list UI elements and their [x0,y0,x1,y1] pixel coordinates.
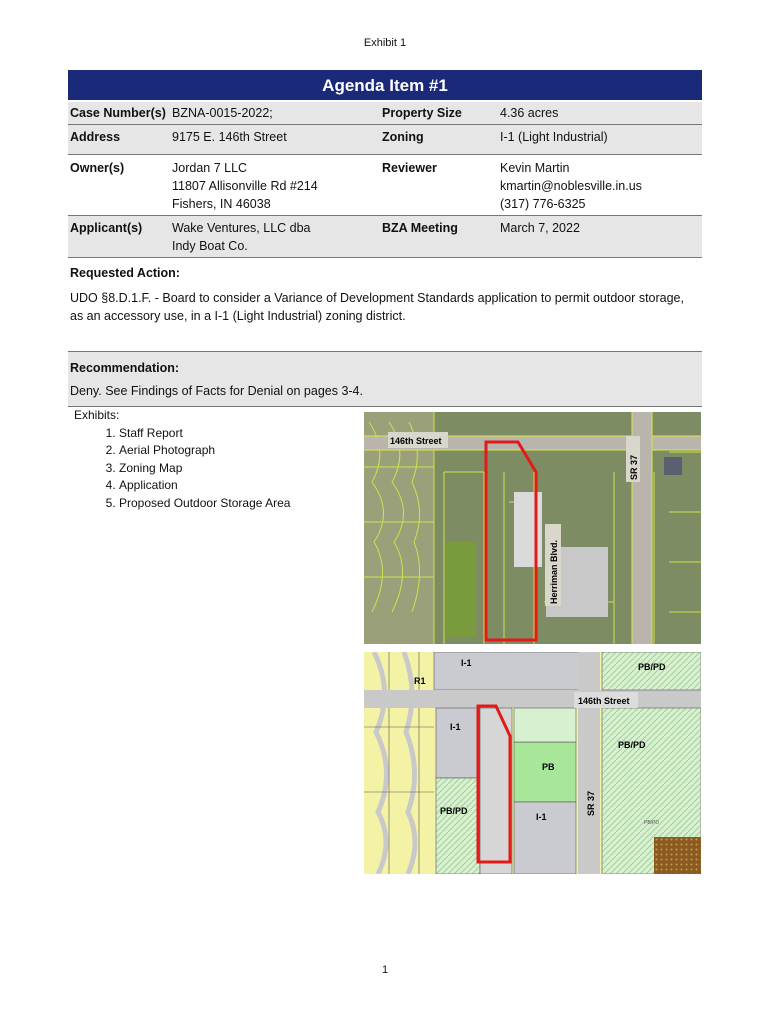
owner-street: 11807 Allisonville Rd #214 [172,179,318,193]
exhibit-item: 4. Application [119,477,309,495]
aerial-street-label: 146th Street [390,436,442,446]
applicant-row [68,216,702,258]
zoning-i1-top-label: I-1 [461,658,472,668]
recommendation-text: Deny. See Findings of Facts for Denial on pages 3-4. [70,384,363,398]
agenda-banner: Agenda Item #1 [68,70,702,100]
case-number-value: BZNA-0015-2022; [172,106,273,120]
address-row [68,125,702,155]
zoning-i1-left-label: I-1 [450,722,461,732]
page-number: 1 [381,964,389,976]
exhibit-item: 3. Zoning Map [119,460,309,478]
property-size-value: 4.36 acres [500,106,559,120]
owner-row [68,155,702,216]
requested-action-text: UDO §8.D.1.F. - Board to consider a Variance of Development Standards application to permit outdoor storage, as an accessory use, in a I-1 (Light Industrial) zoning district. [70,291,684,323]
case-number-row [68,102,702,125]
aerial-road-label: Herriman Blvd. [549,539,559,604]
exhibit-item: 2. Aerial Photograph [119,442,309,460]
property-size-label: Property Size [382,106,462,120]
zoning-pbpd-left-label: PB/PD [440,806,468,816]
zoning-highway-label: SR 37 [586,790,596,816]
zoning-i1-bottom-label: I-1 [536,812,547,822]
applicant-dba: Indy Boat Co. [172,239,248,253]
address-value: 9175 E. 146th Street [172,130,287,144]
case-number-label: Case Number(s) [70,106,166,120]
zoning-label: Zoning [382,130,424,144]
requested-action-heading: Requested Action: [70,266,180,280]
recommendation-box [68,351,702,407]
zoning-pbpd-small-label: PB/PD [644,820,660,826]
zoning-street-label: 146th Street [578,696,630,706]
zoning-pbpd-top-label: PB/PD [638,662,666,672]
exhibits-list [74,407,309,512]
reviewer-email[interactable]: kmartin@noblesville.in.us [500,179,642,193]
reviewer-name: Kevin Martin [500,161,570,175]
zoning-pb-label: PB [542,762,555,772]
recommendation-heading: Recommendation: [70,361,180,375]
owner-city: Fishers, IN 46038 [172,197,271,211]
zoning-map [364,652,701,874]
bza-meeting-label: BZA Meeting [382,221,458,235]
aerial-map [364,412,701,644]
zoning-pbpd-right-label: PB/PD [618,740,646,750]
reviewer-label: Reviewer [382,161,437,175]
zoning-value: I-1 (Light Industrial) [500,130,608,144]
reviewer-phone: (317) 776-6325 [500,197,586,211]
exhibit-title: Exhibit 1 [363,37,407,49]
owner-label: Owner(s) [70,161,125,175]
aerial-highway-label: SR 37 [629,454,639,480]
zoning-r1-label: R1 [414,676,426,686]
exhibit-item: 5. Proposed Outdoor Storage Area [119,495,309,513]
exhibits-heading: Exhibits: [74,408,120,422]
address-label: Address [70,130,121,144]
applicant-name: Wake Ventures, LLC dba [172,221,311,235]
owner-name: Jordan 7 LLC [172,161,248,175]
applicant-label: Applicant(s) [70,221,143,235]
bza-meeting-date: March 7, 2022 [500,221,580,235]
exhibit-item: 1. Staff Report [119,425,309,443]
